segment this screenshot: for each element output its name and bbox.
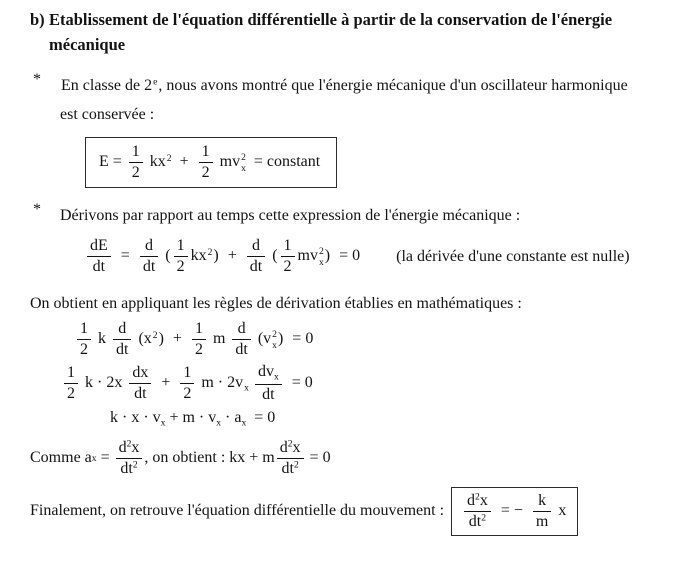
- fraction: [62, 364, 80, 403]
- fraction-denominator: dt: [140, 256, 158, 276]
- paragraph: On obtient en appliquant les règles de dérivation établies en mathématiques :: [30, 294, 522, 312]
- math-token: E =: [99, 152, 122, 170]
- math-token: x: [479, 491, 488, 509]
- math-token: mv: [297, 247, 318, 265]
- superscript: 2: [126, 438, 132, 450]
- fraction-denominator: 2: [199, 162, 213, 182]
- fraction: [531, 492, 553, 531]
- text-run: est conservée :: [60, 106, 155, 124]
- text-run: , on obtient : kx + m: [144, 449, 275, 467]
- fraction: [111, 320, 133, 359]
- fraction-denominator: dt: [113, 339, 131, 359]
- heading-text: [49, 8, 612, 58]
- fraction: [253, 363, 284, 404]
- math-token: x: [131, 439, 140, 457]
- fraction: [245, 237, 267, 276]
- fraction-numerator: 1: [201, 142, 210, 160]
- fraction-denominator: dt: [129, 383, 151, 403]
- fraction: [230, 320, 252, 359]
- math-token: kx: [149, 152, 166, 170]
- equation-step-2: [62, 363, 688, 404]
- fraction: [190, 320, 208, 359]
- fraction-denominator: 2: [192, 339, 206, 359]
- math-token: d: [279, 439, 288, 457]
- bullet-line-1: [60, 201, 520, 231]
- superscript: 2: [207, 246, 213, 258]
- plus-operator: +: [179, 152, 189, 170]
- math-token: = 0: [254, 408, 276, 426]
- equals-operator: =: [100, 449, 110, 467]
- open-paren: (: [272, 247, 278, 265]
- fraction-numerator: [464, 492, 491, 511]
- fraction-denominator: 2: [281, 256, 295, 276]
- text-run: Finalement, on retrouve l'équation différentielle du mouvement :: [30, 502, 445, 520]
- fraction-numerator: 1: [283, 237, 292, 255]
- fraction-numerator: 1: [194, 319, 203, 337]
- fraction-numerator: 1: [176, 237, 185, 255]
- bullet-item-2: [30, 201, 688, 231]
- fraction-denominator: [464, 511, 491, 531]
- math-token: k · 2x: [85, 373, 123, 391]
- math-token: k: [98, 329, 106, 347]
- plus-operator: +: [161, 373, 171, 391]
- fraction-numerator: d: [251, 237, 260, 255]
- superscript: 2: [318, 245, 324, 257]
- superscript: 2: [166, 152, 172, 164]
- math-token: d: [467, 491, 476, 509]
- subscript: x: [241, 417, 247, 429]
- fraction-denominator: dt: [87, 256, 111, 276]
- energy-equation-box: [85, 137, 337, 188]
- fraction-d2x-dt2: [114, 439, 145, 478]
- heading-marker: b): [30, 10, 45, 29]
- math-token: dt: [281, 459, 294, 477]
- fraction-denominator: m: [533, 511, 551, 531]
- bullet-marker: *: [33, 200, 41, 218]
- subscript: x: [241, 162, 246, 174]
- fraction: [178, 364, 196, 403]
- fraction-numerator: 1: [67, 363, 75, 381]
- superscript: 2: [481, 512, 487, 524]
- math-token: + m · v: [165, 408, 217, 426]
- superscript: 2: [152, 329, 158, 341]
- math-token: = 0: [291, 373, 313, 391]
- open-paren: (: [165, 247, 171, 265]
- math-token: dt: [468, 512, 482, 530]
- fraction-denominator: [116, 458, 143, 478]
- fraction-denominator: [277, 458, 304, 478]
- fraction-numerator: 1: [80, 319, 88, 337]
- subscript: x: [273, 371, 279, 383]
- fraction-numerator: 1: [183, 363, 192, 381]
- bullet-text: [60, 201, 520, 231]
- heading-line-1: Etablissement de l'équation différentielle à partir de la conservation de l'énergie: [49, 10, 613, 29]
- bullet-text: [60, 71, 629, 130]
- fraction-d2x-dt2: [462, 492, 493, 531]
- fraction-numerator: [255, 363, 282, 384]
- superscript: e: [153, 76, 158, 88]
- close-paren: ): [158, 329, 164, 347]
- fraction: [138, 237, 160, 276]
- math-token: = constant: [253, 152, 321, 170]
- fraction-d2x-dt2: [275, 439, 306, 478]
- text-run: En classe de 2: [61, 76, 153, 94]
- math-token: dv: [257, 362, 274, 380]
- math-token: d: [118, 439, 127, 457]
- fraction: [127, 364, 153, 403]
- differential-equation-box: [451, 487, 578, 536]
- fraction: [85, 237, 113, 276]
- fraction: [127, 143, 145, 182]
- sup-sub-stack: [241, 152, 246, 174]
- fraction-denominator: dt: [232, 339, 250, 359]
- heading-line-2: mécanique: [49, 34, 126, 54]
- fraction-numerator: dx: [132, 363, 149, 381]
- plus-operator: +: [172, 329, 182, 347]
- close-paren: ): [277, 329, 284, 347]
- fraction-numerator: d: [237, 319, 246, 337]
- derivative-equation: [85, 237, 364, 276]
- bullet-marker: *: [33, 70, 41, 88]
- math-token: m: [212, 329, 226, 347]
- superscript: 2: [287, 438, 293, 450]
- subscript: x: [91, 452, 97, 464]
- fraction-denominator: 2: [64, 383, 78, 403]
- superscript: 2: [241, 151, 246, 163]
- fraction-denominator: 2: [174, 256, 188, 276]
- fraction-numerator: d: [145, 237, 154, 255]
- fraction-denominator: 2: [77, 339, 91, 359]
- math-token: = 0: [292, 329, 314, 347]
- math-token: k · x · v: [110, 408, 161, 426]
- math-token: kx: [190, 247, 207, 265]
- subscript: x: [272, 339, 277, 351]
- text-run: Comme a: [30, 449, 92, 467]
- fraction-numerator: [116, 439, 143, 458]
- equation-step-1: [75, 320, 688, 359]
- comme-line: [30, 439, 688, 478]
- subscript: x: [244, 382, 249, 394]
- math-token: mv: [219, 152, 241, 170]
- fraction: [172, 237, 190, 276]
- derivative-equation-row: [85, 237, 688, 276]
- superscript: 2: [475, 491, 480, 503]
- math-token: = 0: [309, 449, 331, 467]
- math-token: = 0: [339, 247, 361, 265]
- equals-operator: =: [120, 247, 130, 265]
- fraction: [197, 143, 215, 182]
- fraction-denominator: 2: [180, 383, 194, 403]
- text-run: , nous avons montré que l'énergie mécanique d'un oscillateur harmonique: [158, 76, 628, 94]
- fraction-numerator: 1: [131, 142, 140, 160]
- fraction-numerator: dE: [90, 237, 108, 255]
- final-line: [30, 487, 688, 536]
- equation-step-3: [110, 409, 688, 428]
- superscript: 2: [132, 459, 138, 471]
- plus-operator: +: [227, 247, 237, 265]
- math-token: (x: [138, 329, 152, 347]
- superscript: 2: [293, 459, 299, 471]
- math-token: · a: [221, 408, 242, 426]
- fraction-denominator: 2: [129, 162, 143, 182]
- fraction-denominator: dt: [255, 384, 282, 404]
- math-token: x: [558, 501, 567, 519]
- superscript: 2: [272, 328, 277, 340]
- bullet-item-1: [30, 71, 688, 130]
- subscript: x: [318, 256, 324, 268]
- fraction: [75, 320, 93, 359]
- side-note: (la dérivée d'une constante est nulle): [396, 247, 630, 265]
- subscript: x: [160, 417, 166, 429]
- math-token: dt: [120, 459, 133, 477]
- equals-minus-operator: = −: [500, 501, 523, 519]
- close-paren: ): [324, 247, 331, 265]
- math-token: x: [292, 439, 301, 457]
- math-token: m · 2v: [201, 373, 244, 391]
- fraction-numerator: k: [538, 491, 547, 509]
- fraction-denominator: dt: [247, 256, 265, 276]
- text-run: Dérivons par rapport au temps cette expression de l'énergie mécanique :: [60, 206, 521, 224]
- fraction-numerator: [277, 439, 304, 458]
- close-paren: ): [213, 247, 219, 265]
- section-heading: [30, 8, 688, 58]
- subscript: x: [216, 417, 222, 429]
- bullet-line-2: [60, 100, 629, 130]
- fraction-numerator: d: [118, 319, 127, 337]
- bullet-line-1: [60, 71, 629, 101]
- math-token: (v: [257, 329, 272, 347]
- fraction: [279, 237, 297, 276]
